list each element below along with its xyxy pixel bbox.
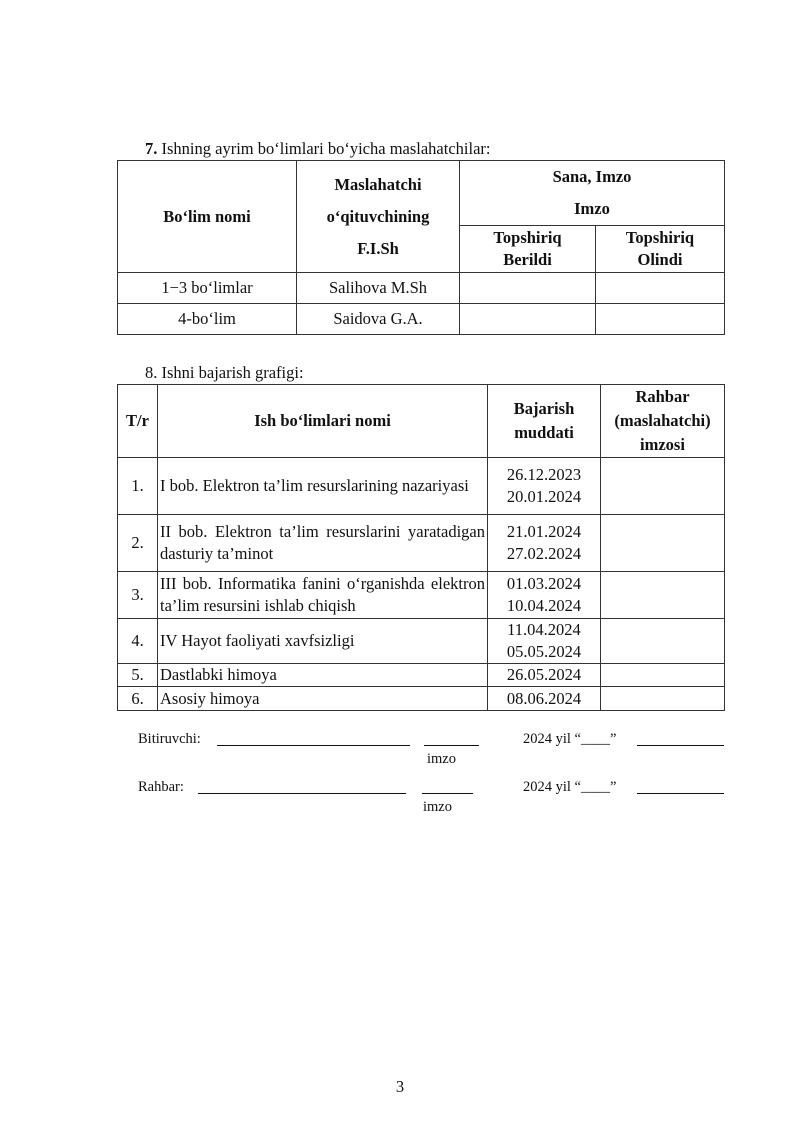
row-dates: 01.03.2024 10.04.2024 [488,572,601,619]
header-task-received: Topshiriq Olindi [596,226,725,273]
consultant-cell: Salihova M.Sh [297,273,460,304]
graduate-date-line [637,745,724,746]
section-7-title: Ishning ayrim bo‘limlari bo‘yicha maslahatchilar: [157,139,491,158]
row-name: Asosiy himoya [158,687,488,711]
row-num: 3. [118,572,158,619]
supervisor-imzo-caption: imzo [423,799,452,815]
row-dates: 08.06.2024 [488,687,601,711]
header-deadline: Bajarish muddati [488,385,601,458]
graduate-year-text: 2024 yil “____” [523,731,617,747]
received-cell [596,273,725,304]
graduate-label: Bitiruvchi: [138,731,201,747]
row-num: 4. [118,619,158,664]
row-num: 5. [118,664,158,687]
schedule-header-row [118,385,725,458]
section-8-heading: 8. Ishni bajarish grafigi: [145,363,304,382]
supervisor-signature-line [422,793,473,794]
table-row [118,687,725,711]
row-sign [601,619,725,664]
row-sign [601,458,725,515]
section-cell: 1−3 bo‘limlar [118,273,297,304]
supervisor-date-line [637,793,724,794]
consultant-cell: Saidova G.A. [297,304,460,335]
row-name: I bob. Elektron ta’lim resurslarining nazariyasi [158,458,488,515]
header-supervisor-sign: Rahbar (maslahatchi) imzosi [601,385,725,458]
header-consultant: Maslahatchi o‘qituvchining F.I.Sh [297,161,460,273]
header-name: Ish bo‘limlari nomi [158,385,488,458]
row-sign [601,572,725,619]
row-name: II bob. Elektron ta’lim resurslarini yaratadigan dasturiy ta’minot [158,515,488,572]
supervisor-label: Rahbar: [138,779,184,795]
header-date-sign: Sana, Imzo Imzo [460,161,725,226]
row-num: 6. [118,687,158,711]
table-row [118,572,725,619]
row-num: 1. [118,458,158,515]
row-dates: 11.04.2024 05.05.2024 [488,619,601,664]
page-number: 3 [395,1077,405,1096]
schedule-table [117,384,725,711]
given-cell [460,304,596,335]
section-7-heading [145,139,491,159]
table-row [118,664,725,687]
table-row [118,619,725,664]
row-dates: 26.05.2024 [488,664,601,687]
supervisor-year-text: 2024 yil “____” [523,779,617,795]
header-num: T/r [118,385,158,458]
given-cell [460,273,596,304]
row-sign [601,515,725,572]
received-cell [596,304,725,335]
supervisor-name-line [198,793,406,794]
table-row [118,273,725,304]
section-cell: 4-bo‘lim [118,304,297,335]
table-row [118,515,725,572]
graduate-imzo-caption: imzo [427,751,456,767]
graduate-signature-line [424,745,479,746]
row-dates: 26.12.2023 20.01.2024 [488,458,601,515]
row-sign [601,687,725,711]
consultants-table [117,160,725,335]
row-dates: 21.01.2024 27.02.2024 [488,515,601,572]
section-7-number: 7. [145,139,158,158]
table-row [118,304,725,335]
row-name: Dastlabki himoya [158,664,488,687]
header-task-given: Topshiriq Berildi [460,226,596,273]
row-name: IV Hayot faoliyati xavfsizligi [158,619,488,664]
row-name: III bob. Informatika fanini o‘rganishda elektron ta’lim resursini ishlab chiqish [158,572,488,619]
graduate-name-line [217,745,410,746]
row-sign [601,664,725,687]
table-row [118,458,725,515]
row-num: 2. [118,515,158,572]
header-section-name: Bo‘lim nomi [118,161,297,273]
